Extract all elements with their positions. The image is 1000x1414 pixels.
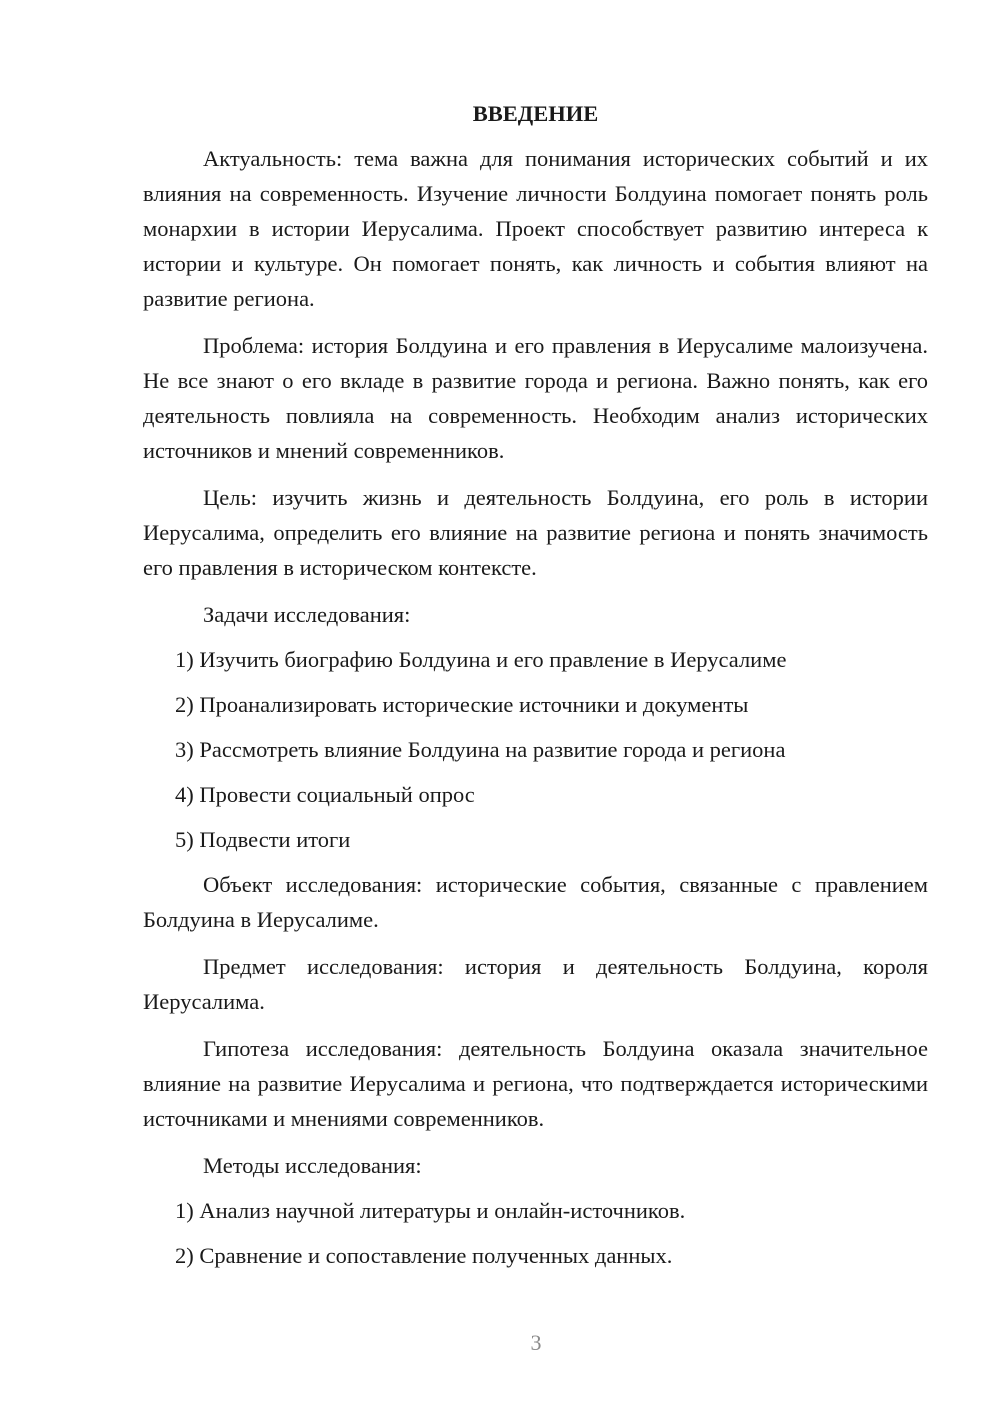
page-number: 3 [530,1330,542,1355]
list-item: 1) Изучить биографию Болдуина и его правление в Иерусалиме [175,647,787,672]
list-item: 4) Провести социальный опрос [175,782,475,807]
list-item: 2) Сравнение и сопоставление полученных данных. [175,1243,673,1268]
list-item: 5) Подвести итоги [175,827,351,852]
methods-heading: Методы исследования: [203,1153,422,1178]
list-item: 1) Анализ научной литературы и онлайн-источников. [175,1198,686,1223]
subject-paragraph: Предмет исследования: история и деятельность Болдуина, короля Иерусалима. [143,954,928,1014]
list-item: 3) Рассмотреть влияние Болдуина на развитие города и региона [175,737,786,762]
problem-paragraph: Проблема: история Болдуина и его правления в Иерусалиме малоизучена. Не все знают о его вкладе в развитие города и региона. Важно понять, как его деятельность повлияла на современность. Необходим анализ исторических источников и мнений современников. [143,333,928,463]
tasks-list [143,642,928,857]
object-paragraph: Объект исследования: исторические события, связанные с правлением Болдуина в Иерусалиме. [143,872,928,932]
tasks-heading: Задачи исследования: [203,602,411,627]
goal-paragraph: Цель: изучить жизнь и деятельность Болдуина, его роль в истории Иерусалима, определить его влияние на развитие региона и понять значимость его правления в историческом контексте. [143,485,928,580]
list-item: 2) Проанализировать исторические источники и документы [175,692,749,717]
hypothesis-paragraph: Гипотеза исследования: деятельность Болдуина оказала значительное влияние на развитие Иерусалима и региона, что подтверждается историческими источниками и мнениями современников. [143,1036,928,1131]
document-page [143,96,928,1273]
relevance-paragraph: Актуальность: тема важна для понимания исторических событий и их влияния на современность. Изучение личности Болдуина помогает понять роль монархии в истории Иерусалима. Проект способствует развитию интереса к истории и культуре. Он помогает понять, как личность и события влияют на развитие региона. [143,146,928,311]
page-title: ВВЕДЕНИЕ [472,101,599,126]
methods-list [143,1193,928,1273]
